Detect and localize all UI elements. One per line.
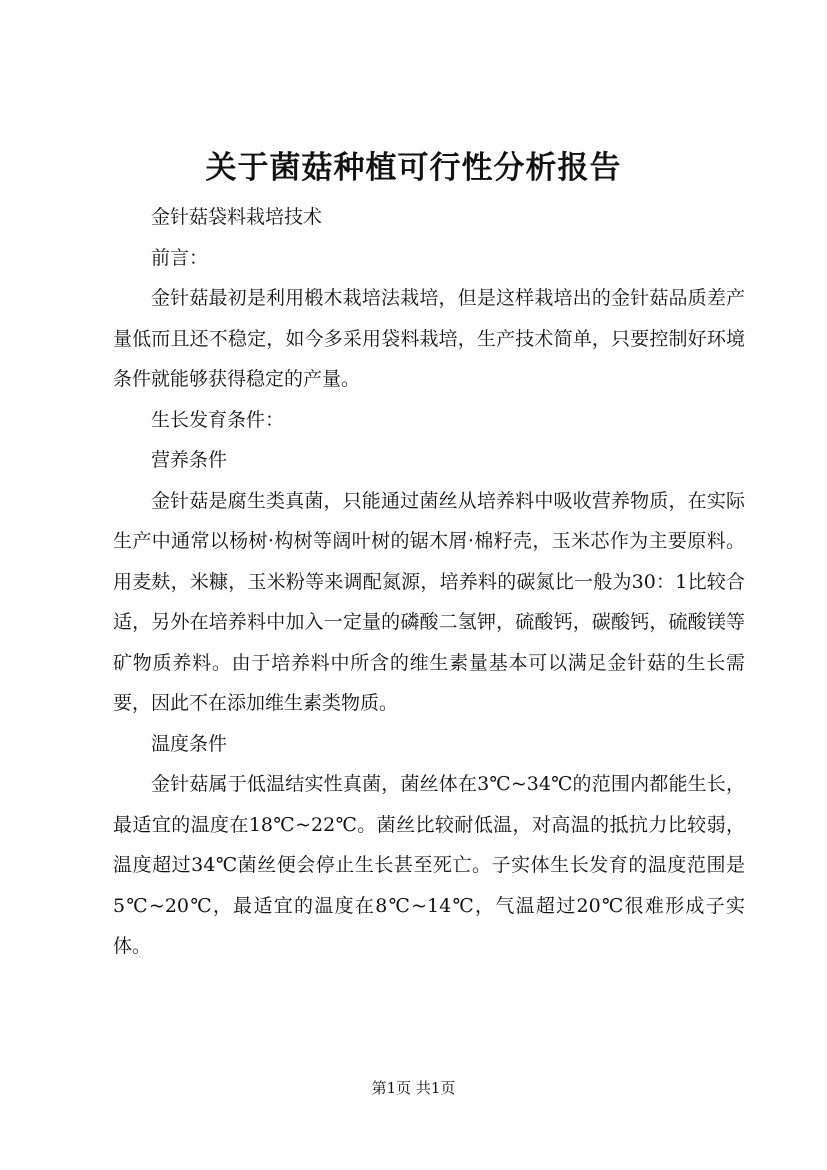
paragraph-temperature: 金针菇属于低温结实性真菌，菌丝体在3℃~34℃的范围内都能生长，最适宜的温度在18℃~22℃。菌丝比较耐低温，对高温的抵抗力比较弱，温度超过34℃菌丝便会停止生长甚至死亡。子实体生长发育的温度范围是5℃~20℃，最适宜的温度在8℃~14℃，气温超过20℃很难形成子实体。 — [113, 773, 745, 957]
paragraph-preface-heading: 前言： — [151, 246, 209, 269]
paragraph-subtitle: 金针菇袋料栽培技术 — [151, 206, 323, 228]
page-footer: 第1页 共1页 — [371, 1079, 456, 1097]
paragraph-preface: 金针菇最初是利用椴木栽培法栽培，但是这样栽培出的金针菇品质差产量低而且还不稳定，如今多采用袋料栽培，生产技术简单，只要控制好环境条件就能够获得稳定的产量。 — [113, 287, 745, 390]
paragraph-growth-heading: 生长发育条件： — [151, 408, 285, 431]
paragraph-nutrition: 金针菇是腐生类真菌，只能通过菌丝从培养料中吸收营养物质，在实际生产中通常以杨树·构树等阔叶树的锯木屑·棉籽壳，玉米芯作为主要原料。用麦麸，米糠，玉米粉等来调配氮源，培养料的碳氮比一般为30：1比较合适，另外在培养料中加入一定量的磷酸二氢钾，硫酸钙，碳酸钙，硫酸镁等矿物质养料。由于培养料中所含的维生素量基本可以满足金针菇的生长需要，因此不在添加维生素类物质。 — [113, 489, 745, 714]
paragraph-temperature-heading: 温度条件 — [151, 732, 228, 755]
paragraph-nutrition-heading: 营养条件 — [151, 449, 228, 471]
document-title: 关于菌菇种植可行性分析报告 — [205, 150, 622, 186]
document-body — [113, 197, 745, 967]
